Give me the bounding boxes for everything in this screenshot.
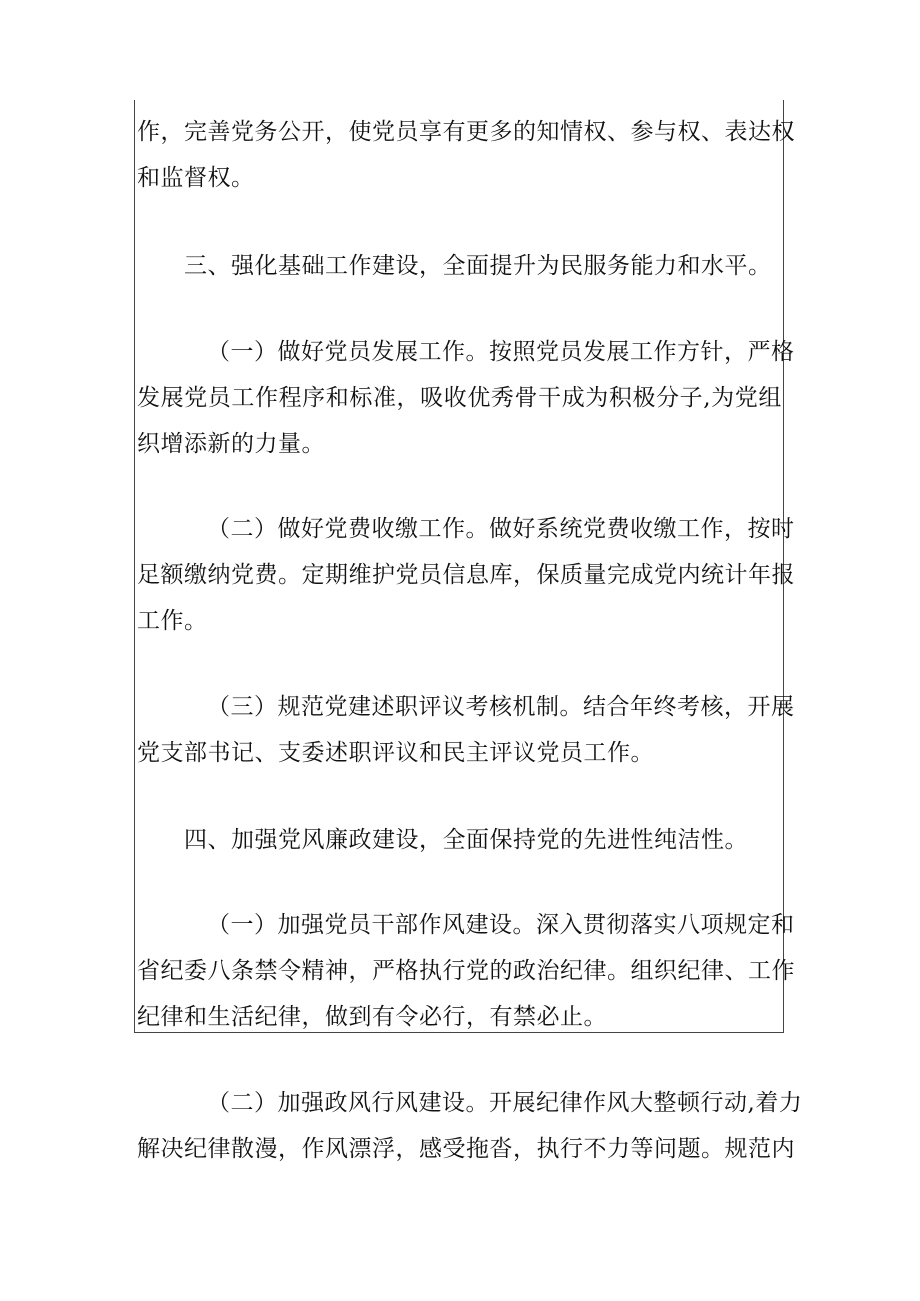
paragraph-line: 发 展 党 员 工 作 程 序 和 标 准 ， 吸 收 优 秀 骨 干 成 为 积 极 分 子 , 为 党 组	[137, 385, 782, 411]
paragraph-line: 足 额 缴 纳 党 费 。 定 期 维 护 党 员 信 息 库 ， 保 质 量 完 成 党 内 统 计 年 报	[137, 562, 795, 588]
paragraph-line: （ 三 ） 规 范 党 建 述 职 评 议 考 核 机 制 。 结 合 年 终 考 核 ， 开 展	[207, 694, 795, 720]
section-heading: 四、加强党风廉政建设，全面保持党的先进性纯洁性。	[184, 827, 748, 853]
section-heading: 三、强化基础工作建设，全面提升为民服务能力和水平。	[184, 253, 772, 279]
paragraph-line: （ 二 ） 加 强 政 风 行 风 建 设 。 开 展 纪 律 作 风 大 整 顿 行 动 , 着 力	[207, 1090, 803, 1116]
paragraph-line: 和监督权。	[137, 165, 255, 191]
paragraph-line: 纪律和生活纪律，做到有令必行，有禁必止。	[137, 1004, 607, 1030]
paragraph-line: 省 纪 委 八 条 禁 令 精 神 ， 严 格 执 行 党 的 政 治 纪 律 。 组 织 纪 律 、 工 作	[137, 958, 795, 984]
paragraph-line: （ 二 ） 做 好 党 费 收 缴 工 作 。 做 好 系 统 党 费 收 缴 工 作 ， 按 时	[207, 516, 795, 542]
paragraph-line: （ 一 ） 加 强 党 员 干 部 作 风 建 设 。 深 入 贯 彻 落 实 八 项 规 定 和	[207, 912, 795, 938]
paragraph-line: （ 一 ） 做 好 党 员 发 展 工 作 。 按 照 党 员 发 展 工 作 方 针 ， 严 格	[207, 339, 795, 365]
paragraph-line: 作 ， 完 善 党 务 公 开 ， 使 党 员 享 有 更 多 的 知 情 权 、 参 与 权 、 表 达 权	[137, 119, 795, 145]
paragraph-line: 织增添新的力量。	[137, 431, 325, 457]
paragraph-line: 党支部书记、支委述职评议和民主评议党员工作。	[137, 740, 654, 766]
paragraph-line: 工作。	[137, 608, 208, 634]
paragraph-line: 解 决 纪 律 散 漫 ， 作 风 漂 浮 ， 感 受 拖 沓 ， 执 行 不 力 等 问 题 。 规 范 内	[137, 1136, 795, 1162]
